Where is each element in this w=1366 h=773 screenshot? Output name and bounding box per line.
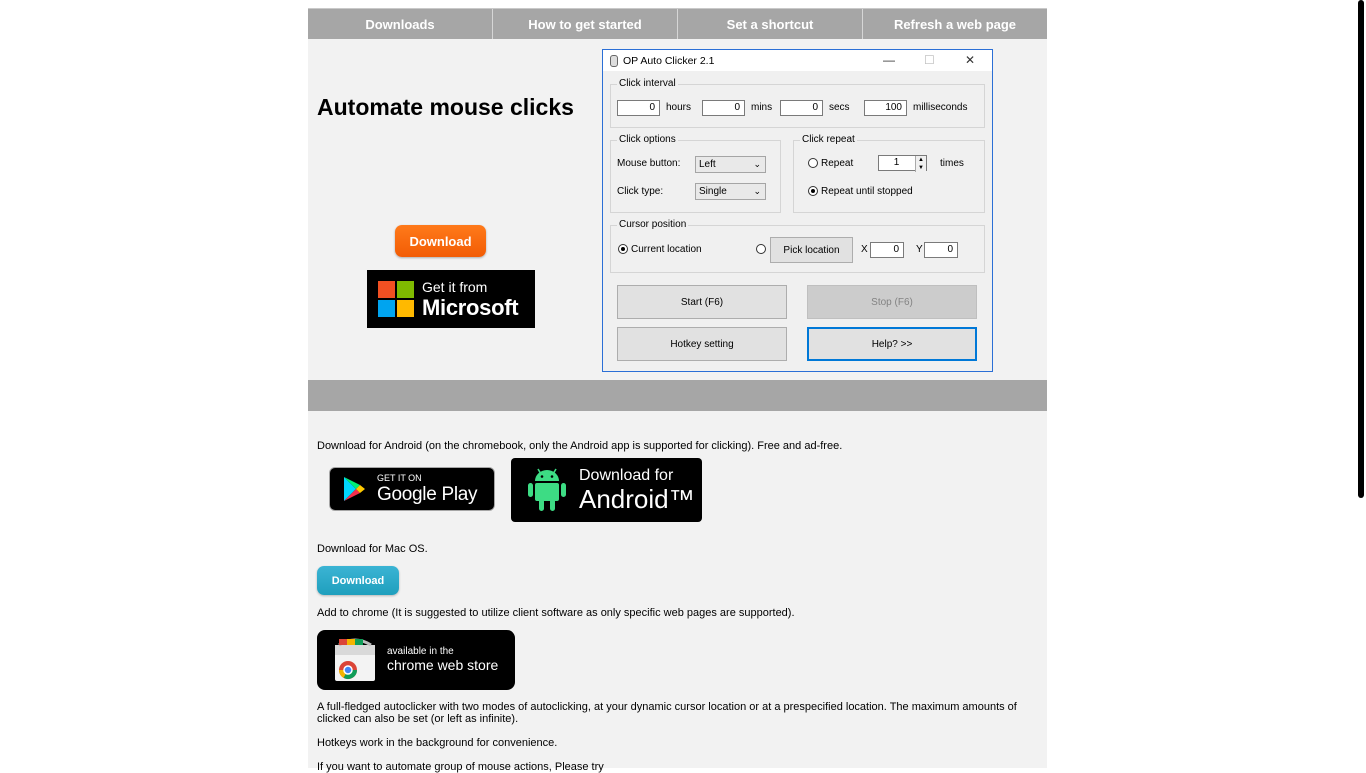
google-play-line2: Google Play	[377, 484, 478, 505]
hours-input: 0	[617, 100, 660, 116]
y-label: Y	[916, 244, 923, 255]
google-play-badge[interactable]	[329, 467, 495, 511]
secs-label: secs	[829, 102, 850, 113]
milliseconds-input: 100	[864, 100, 907, 116]
click-options-label: Click options	[619, 134, 676, 145]
secs-input: 0	[780, 100, 823, 116]
milliseconds-label: milliseconds	[913, 102, 968, 113]
click-repeat-group	[793, 134, 985, 213]
times-label: times	[940, 158, 964, 169]
maximize-icon: ☐	[924, 53, 935, 67]
help-button: Help? >>	[807, 327, 977, 361]
hero-section	[308, 39, 1047, 380]
app-screenshot-window	[602, 49, 993, 372]
minimize-icon: —	[883, 53, 895, 67]
cursor-position-label: Cursor position	[619, 219, 687, 230]
stop-button: Stop (F6)	[807, 285, 977, 319]
downloads-section	[308, 411, 1047, 773]
chrome-web-store-badge[interactable]	[317, 630, 515, 690]
start-button: Start (F6)	[617, 285, 787, 319]
repeat-count-input	[878, 155, 927, 171]
android-badge-line2: Android™	[579, 484, 695, 514]
mac-download-text: Download for Mac OS.	[317, 543, 428, 555]
y-input: 0	[924, 242, 958, 258]
mouse-button-select	[695, 156, 766, 173]
top-nav	[308, 8, 1047, 40]
page	[308, 8, 1047, 773]
click-type-select	[695, 183, 766, 200]
android-download-badge[interactable]	[511, 458, 702, 522]
repeat-until-stopped-radio	[808, 186, 818, 196]
window-titlebar	[603, 50, 992, 71]
click-repeat-label: Click repeat	[802, 134, 855, 145]
repeat-until-stopped-label: Repeat until stopped	[821, 186, 913, 197]
hours-label: hours	[666, 102, 692, 113]
nav-refresh-a-web-page[interactable]: Refresh a web page	[893, 17, 1017, 32]
hotkey-setting-button: Hotkey setting	[617, 327, 787, 361]
android-download-text: Download for Android (on the chromebook, only the Android app is supported for clicking). Free and ad-free.	[317, 440, 843, 452]
current-location-label: Current location	[631, 244, 702, 255]
android-badge-line1: Download for	[579, 467, 674, 484]
google-play-line1: GET IT ON	[377, 473, 422, 483]
mins-input: 0	[702, 100, 745, 116]
section-divider-band	[308, 380, 1047, 411]
pick-location-button: Pick location	[770, 237, 853, 263]
download-button[interactable]: Download	[395, 225, 486, 257]
microsoft-store-badge[interactable]	[367, 270, 535, 328]
repeat-radio	[808, 158, 818, 168]
chrome-text: Add to chrome (It is suggested to utilize client software as only specific web pages are supported).	[317, 607, 795, 619]
window-title: OP Auto Clicker 2.1	[623, 55, 715, 67]
chrome-store-line2: chrome web store	[387, 656, 499, 673]
x-input: 0	[870, 242, 904, 258]
google-play-icon	[341, 476, 367, 502]
repeat-count-value: 1	[893, 157, 900, 168]
microsoft-badge-line1: Get it from	[422, 278, 488, 295]
page-title: Automate mouse clicks	[317, 94, 574, 120]
spinner-icon: ▲ ▼	[915, 156, 926, 172]
click-interval-label: Click interval	[619, 78, 676, 89]
repeat-label: Repeat	[821, 158, 854, 169]
microsoft-logo-icon	[378, 281, 414, 317]
close-icon: ✕	[965, 53, 976, 67]
autoclicker-description: A full-fledged autoclicker with two modes of autoclicking, at your dynamic cursor location or at a prespecified location. The maximum amounts of clicked can also be set (or left as infinite).	[317, 701, 1017, 725]
mac-download-button[interactable]: Download	[317, 566, 399, 595]
nav-set-a-shortcut[interactable]: Set a shortcut	[678, 9, 863, 40]
pick-location-radio	[756, 244, 766, 254]
x-label: X	[861, 244, 868, 255]
microsoft-badge-line2: Microsoft	[422, 294, 519, 320]
nav-how-to-get-started[interactable]: How to get started	[493, 9, 678, 40]
group-actions-text: If you want to automate group of mouse actions, Please try	[317, 761, 604, 773]
mouse-icon	[610, 55, 618, 67]
click-type-value: Single	[699, 186, 727, 197]
chrome-web-store-icon	[333, 637, 377, 683]
mins-label: mins	[751, 102, 773, 113]
mouse-button-label: Mouse button:	[617, 158, 681, 169]
hotkeys-text: Hotkeys work in the background for convenience.	[317, 737, 558, 749]
click-options-group	[610, 134, 781, 213]
chevron-down-icon: ⌄	[753, 186, 761, 196]
click-type-label: Click type:	[617, 186, 664, 197]
page-scrollbar[interactable]	[1358, 0, 1364, 498]
click-interval-group	[610, 78, 985, 128]
mouse-button-value: Left	[699, 159, 716, 170]
cursor-position-group	[610, 219, 985, 273]
current-location-radio	[618, 244, 628, 254]
android-robot-icon	[527, 467, 567, 513]
nav-downloads[interactable]: Downloads	[308, 9, 493, 40]
chrome-store-line1: available in the	[387, 646, 454, 658]
chevron-down-icon: ⌄	[753, 159, 761, 169]
